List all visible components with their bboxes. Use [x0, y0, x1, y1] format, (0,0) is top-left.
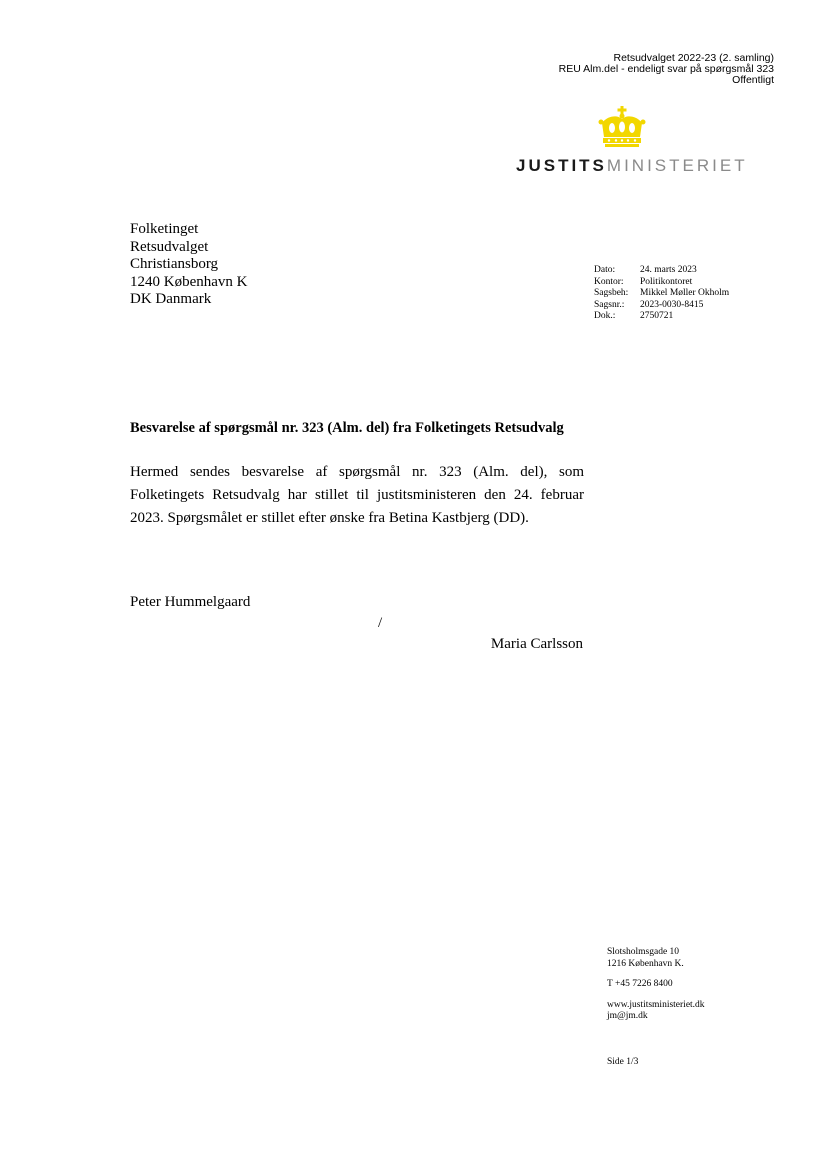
address-email: jm@jm.dk	[607, 1011, 648, 1021]
meta-value: 2750721	[640, 311, 674, 321]
page-number: Side 1/3	[607, 1057, 639, 1067]
meta-row-document	[594, 311, 729, 323]
recipient-line: Retsudvalget	[130, 238, 209, 255]
meta-value: 2023-0030-8415	[640, 299, 704, 310]
meta-label: Dok.:	[594, 311, 616, 321]
recipient-line: Christiansborg	[130, 256, 219, 272]
letter-body	[130, 461, 584, 530]
ministry-address	[607, 947, 705, 1023]
address-city: 1216 København K.	[607, 958, 684, 969]
document-stamp	[559, 53, 774, 86]
letter-paragraph: Hermed sendes besvarelse af spørgsmål nr. 323 (Alm. del), som Folketingets Retsudvalg har stillet til justitsministeren den 24. februar 2023. Spørgsmålet er stillet efter ønske fra Betina Kastbjerg (DD).	[130, 464, 584, 526]
stamp-line-status: Offentligt	[732, 74, 774, 86]
meta-row-office	[594, 277, 729, 289]
meta-row-case-number	[594, 300, 729, 312]
recipient-line: Folketinget	[130, 221, 199, 237]
meta-label: Dato:	[594, 265, 616, 275]
logo-text-bold: JUSTITS	[516, 156, 607, 175]
meta-value: Politikontoret	[640, 276, 693, 287]
meta-label: Sagsnr.:	[594, 299, 625, 310]
signatory-official: Maria Carlsson	[490, 636, 583, 652]
meta-value: Mikkel Møller Okholm	[640, 288, 730, 298]
recipient-line: 1240 København K	[130, 273, 248, 290]
meta-row-case-handler	[594, 288, 729, 300]
ministry-logo-text	[516, 156, 748, 176]
signature-separator: /	[378, 615, 383, 631]
meta-row-date	[594, 265, 729, 277]
recipient-address	[130, 221, 247, 309]
meta-label: Sagsbeh:	[594, 288, 629, 298]
stamp-line-reference: REU Alm.del - endeligt svar på spørgsmål 323	[558, 63, 774, 75]
letter-heading: Besvarelse af spørgsmål nr. 323 (Alm. del) fra Folketingets Retsudvalg	[130, 420, 564, 436]
signatory-minister: Peter Hummelgaard	[130, 594, 251, 610]
case-metadata	[594, 265, 729, 323]
logo-text-light: MINISTERIET	[606, 156, 748, 175]
address-phone: T +45 7226 8400	[607, 979, 673, 989]
stamp-line-session: Retsudvalget 2022-23 (2. samling)	[613, 52, 774, 64]
crown-icon	[598, 106, 646, 150]
address-street: Slotsholmsgade 10	[607, 947, 680, 957]
address-website: www.justitsministeriet.dk	[607, 999, 705, 1010]
meta-value: 24. marts 2023	[640, 265, 697, 275]
meta-label: Kontor:	[594, 276, 624, 287]
recipient-line: DK Danmark	[130, 291, 212, 307]
